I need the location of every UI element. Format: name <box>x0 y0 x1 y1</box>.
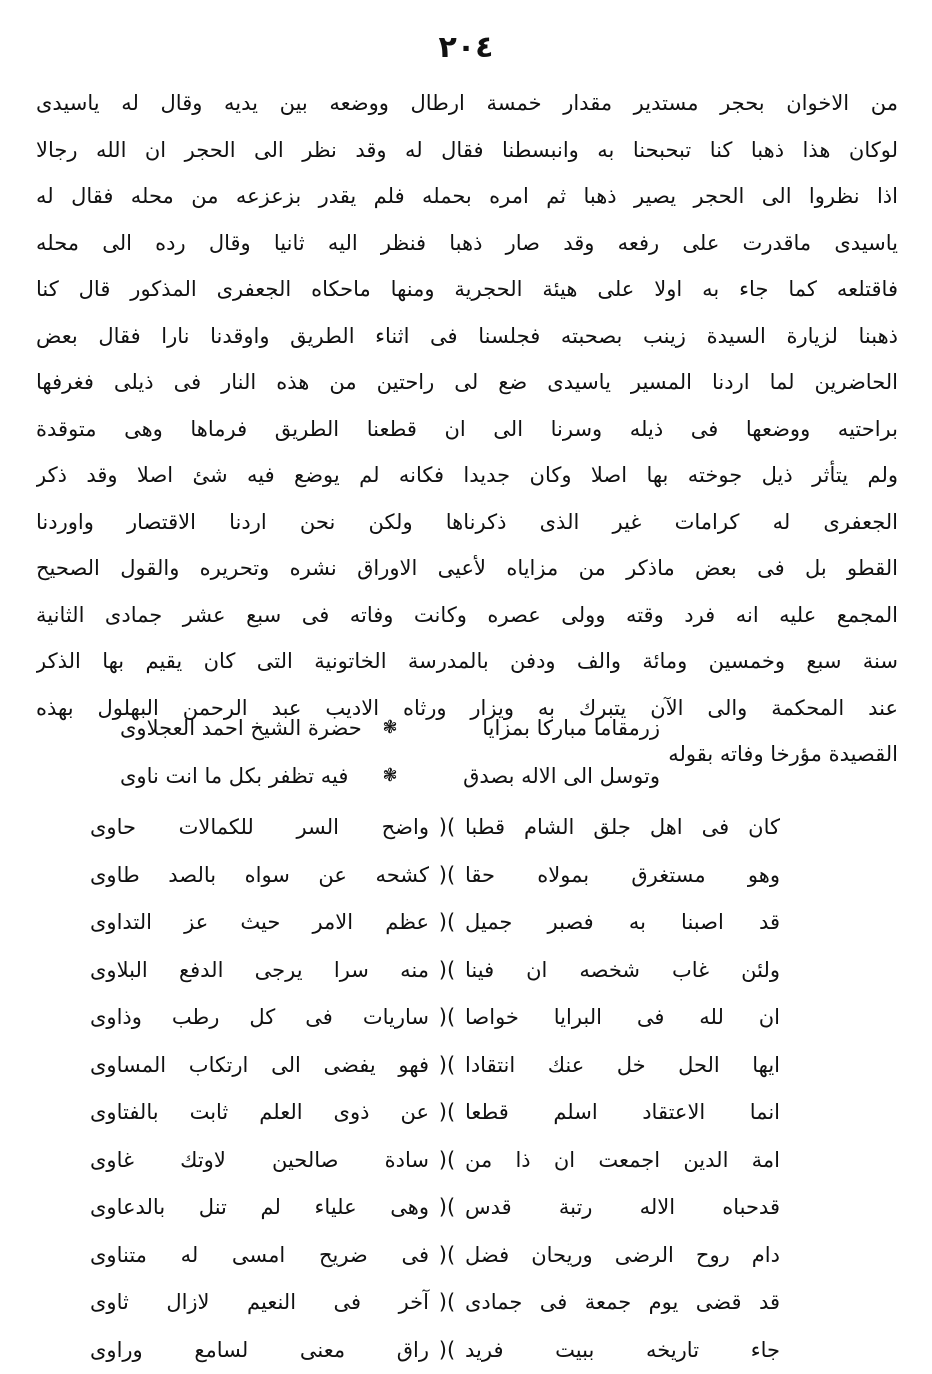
poem-first-hemistich: ولئن غاب شخصه ان فينا <box>465 947 780 995</box>
poem-line <box>90 1089 780 1137</box>
poem-first-hemistich: جاء تاريخه ببيت فريد <box>465 1327 780 1374</box>
poem-second-hemistich: عظم الامر حيث عز التداوى <box>90 899 429 947</box>
poem-second-hemistich: فى ضريح امسى له متناوى <box>90 1232 429 1280</box>
poem-separator: )( <box>429 1089 465 1137</box>
page-number: ٢٠٤ <box>0 30 932 65</box>
verse-second-hemistich: حضرة الشيخ احمد العجلاوى <box>120 704 370 752</box>
poem-separator: )( <box>429 804 465 852</box>
poem-first-hemistich: امة الدين اجمعت ان ذا من <box>465 1137 780 1185</box>
verse-separator-ornament: ❃ <box>370 752 410 800</box>
poem-first-hemistich: كان فى اهل جلق الشام قطبا <box>465 804 780 852</box>
poem-second-hemistich: عن ذوى العلم ثابت بالفتاوى <box>90 1089 429 1137</box>
poem-first-hemistich: قد اصبنا به فصبر جميل <box>465 899 780 947</box>
poem-first-hemistich: دام روح الرضى وريحان فضل <box>465 1232 780 1280</box>
poem-first-hemistich: انما الاعتقاد اسلم قطعا <box>465 1089 780 1137</box>
poem-line <box>90 1184 780 1232</box>
poem-separator: )( <box>429 1137 465 1185</box>
prose-line: ولم يتأثر ذيل جوخته بها اصلا وكان جديدا فكانه لم يوضع فيه شئ اصلا وقد ذكر <box>36 452 898 499</box>
prose-line: اذا نظروا الى الحجر يصير ذهبا ثم امره بحمله فلم يقدر بزعزعه من محله فقال له <box>36 173 898 220</box>
poem-line <box>90 947 780 995</box>
poem-second-hemistich: منه سرا يرجى الدفع البلاوى <box>90 947 429 995</box>
poem-second-hemistich: فهو يفضى الى ارتكاب المساوى <box>90 1042 429 1090</box>
prose-line: المجمع عليه انه فرد وقته وولى عصره وكانت وفاته فى سبع عشر جمادى الثانية <box>36 592 898 639</box>
poem-line <box>90 804 780 852</box>
verse-second-hemistich: فيه تظفر بكل ما انت ناوى <box>120 752 370 800</box>
poem-second-hemistich: آخر فى النعيم لازال ثاوى <box>90 1279 429 1327</box>
poem-second-hemistich: راق معنى لسامع وراوى <box>90 1327 429 1374</box>
poem-second-hemistich: واضح السر للكمالات حاوى <box>90 804 429 852</box>
prose-line: القصيدة مؤرخا وفاته بقوله <box>36 731 898 778</box>
prose-line: الجعفرى له كرامات غير الذى ذكرناها ولكن نحن اردنا الاقتصار واوردنا <box>36 499 898 546</box>
elegy-poem <box>90 804 780 1374</box>
poem-line <box>90 1232 780 1280</box>
prose-line: براحتيه ووضعها فى ذيله وسرنا الى ان قطعنا الطريق فرماها وهى متوقدة <box>36 406 898 453</box>
poem-first-hemistich: ايها الحل خل عنك انتقادا <box>465 1042 780 1090</box>
poem-line <box>90 1137 780 1185</box>
poem-line <box>90 994 780 1042</box>
poem-separator: )( <box>429 1042 465 1090</box>
verse-first-hemistich: زرمقاما مباركا بمزايا <box>410 704 660 752</box>
poem-second-hemistich: وهى علياء لم تنل بالدعاوى <box>90 1184 429 1232</box>
poem-separator: )( <box>429 899 465 947</box>
poem-line <box>90 1042 780 1090</box>
prose-block <box>36 80 898 778</box>
prose-line: فاقتلعه كما جاء به اولا على هيئة الحجرية ومنها ماحكاه الجعفرى المذكور قال كنا <box>36 266 898 313</box>
intro-verse <box>60 704 720 800</box>
prose-line: ذهبنا لزيارة السيدة زينب بصحبته فجلسنا فى اثناء الطريق واوقدنا نارا فقال بعض <box>36 313 898 360</box>
poem-second-hemistich: كشحه عن سواه بالصد طاوى <box>90 852 429 900</box>
poem-separator: )( <box>429 1184 465 1232</box>
poem-separator: )( <box>429 994 465 1042</box>
prose-line: ياسيدى ماقدرت على رفعه وقد صار ذهبا فنظر اليه ثانيا وقال رده الى محله <box>36 220 898 267</box>
prose-line: القطو بل فى بعض ماذكر من مزاياه لأعيى الاوراق نشره وتحريره والقول الصحيح <box>36 545 898 592</box>
prose-line: عند المحكمة والى الآن يتبرك به ويزار ورثاه الاديب عبد الرحمن البهلول بهذه <box>36 685 898 732</box>
poem-first-hemistich: وهو مستغرق بمولاه حقا <box>465 852 780 900</box>
poem-separator: )( <box>429 1232 465 1280</box>
poem-line <box>90 1279 780 1327</box>
poem-separator: )( <box>429 1327 465 1374</box>
verse-line <box>60 704 720 752</box>
prose-line: من الاخوان بحجر مستدير مقدار خمسة ارطال ووضعه بين يديه وقال له ياسيدى <box>36 80 898 127</box>
poem-line <box>90 852 780 900</box>
poem-line <box>90 1327 780 1374</box>
verse-separator-ornament: ❃ <box>370 704 410 752</box>
poem-first-hemistich: قدحباه الاله رتبة قدس <box>465 1184 780 1232</box>
poem-line <box>90 899 780 947</box>
prose-line: لوكان هذا ذهبا كنا تبحبحنا به وانبسطنا فقال له وقد نظر الى الحجر ان الله رجالا <box>36 127 898 174</box>
poem-second-hemistich: سادة صالحين لاوتك غاوى <box>90 1137 429 1185</box>
poem-first-hemistich: قد قضى يوم جمعة فى جمادى <box>465 1279 780 1327</box>
poem-separator: )( <box>429 947 465 995</box>
prose-line: الحاضرين لما اردنا المسير ياسيدى ضع لى راحتين من هذه النار فى ذيلى فغرفها <box>36 359 898 406</box>
poem-second-hemistich: ساريات فى كل رطب وذاوى <box>90 994 429 1042</box>
poem-separator: )( <box>429 852 465 900</box>
poem-first-hemistich: ان لله فى البرايا خواصا <box>465 994 780 1042</box>
verse-line <box>60 752 720 800</box>
verse-first-hemistich: وتوسل الى الاله بصدق <box>410 752 660 800</box>
poem-separator: )( <box>429 1279 465 1327</box>
prose-line: سنة سبع وخمسين ومائة والف ودفن بالمدرسة الخاتونية التى كان يقيم بها الذكر <box>36 638 898 685</box>
